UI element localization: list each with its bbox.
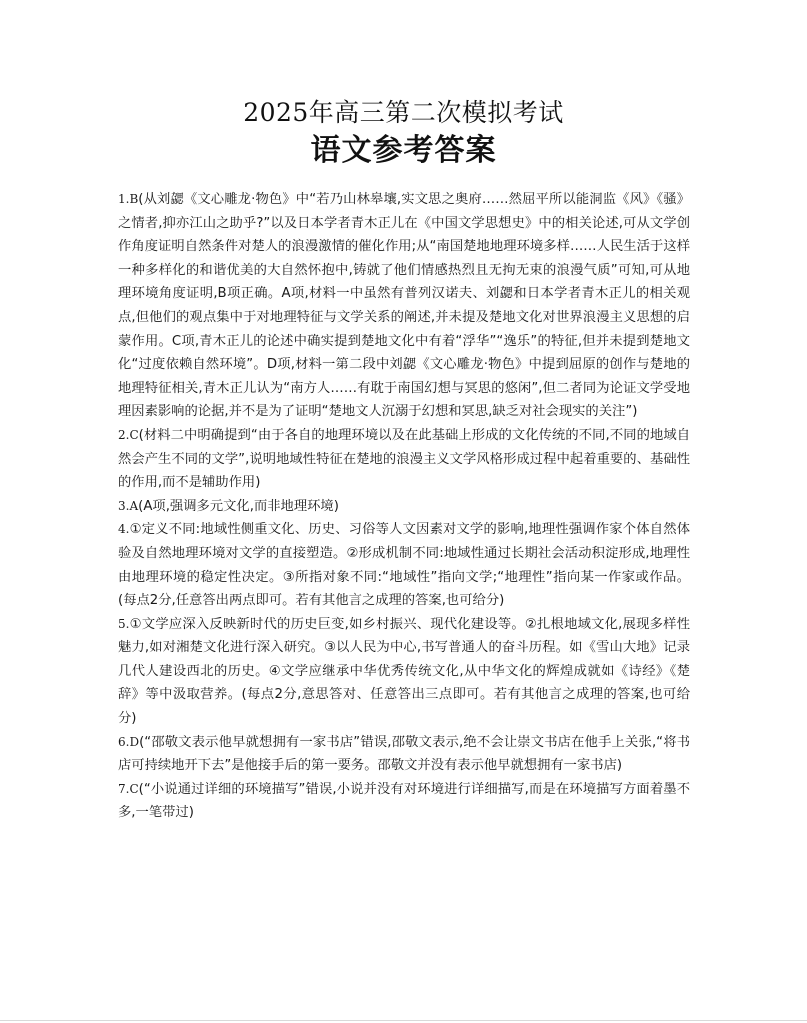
answer-text: (“邵敬文表示他早就想拥有一家书店”错误,邵敬文表示,绝不会让崇文书店在他手上关张,“将书店可持续地开下去”是他接手后的第一要务。邵敬文并没有表示他早就想拥有一家书店): [118, 734, 690, 774]
answer-key-title: 语文参考答案: [310, 133, 497, 168]
answer-number: 5.: [118, 616, 130, 631]
answer-number: 1.B: [118, 192, 139, 206]
title-block: [0, 96, 807, 172]
page-bottom-divider: [0, 1020, 807, 1021]
exam-title: 2025年高三第二次模拟考试: [243, 98, 564, 127]
answer-item-1: [118, 188, 690, 424]
answer-item-5: [118, 613, 690, 731]
answer-item-4: [118, 518, 690, 612]
answer-item-6: [118, 731, 690, 778]
answer-item-3: [118, 495, 690, 519]
answer-number: 2.C: [118, 427, 139, 442]
answer-item-2: [118, 424, 690, 495]
answer-number: 6.D: [118, 734, 140, 749]
answer-number: 7.C: [118, 781, 139, 796]
answer-text: ①文学应深入反映新时代的历史巨变,如乡村振兴、现代化建设等。②扎根地域文化,展现多样性魅力,如对湘楚文化进行深入研究。③以人民为中心,书写普通人的奋斗历程。如《雪山大地》记录几代人建设西北的历史。④文学应继承中华优秀传统文化,从中华文化的辉煌成就如《诗经》《楚辞》等中汲取营养。(每点2分,意思答对、任意答出三点即可。若有其他言之成理的答案,也可给分): [118, 616, 690, 727]
answer-text: ①定义不同:地域性侧重文化、历史、习俗等人文因素对文学的影响,地理性强调作家个体自然体验及自然地理环境对文学的直接塑造。②形成机制不同:地域性通过长期社会活动积淀形成,地理性由地理环境的稳定性决定。③所指对象不同:“地域性”指向文学;“地理性”指向某一作家或作品。(每点2分,任意答出两点即可。若有其他言之成理的答案,也可给分): [118, 522, 690, 609]
answer-text: (A项,强调多元文化,而非地理环境): [138, 498, 339, 514]
answer-text: (材料二中明确提到“由于各自的地理环境以及在此基础上形成的文化传统的不同,不同的地域自然会产生不同的文学”,说明地域性特征在楚地的浪漫主义文学风格形成过程中起着重要的、基础性的作用,而不是辅助作用): [118, 427, 690, 491]
answer-item-7: [118, 778, 690, 825]
answer-text: (“小说通过详细的环境描写”错误,小说并没有对环境进行详细描写,而是在环境描写方面着墨不多,一笔带过): [118, 781, 690, 821]
answer-list: [118, 188, 690, 825]
answer-text: (从刘勰《文心雕龙·物色》中“若乃山林皋壤,实文思之奥府……然屈平所以能洞监《风》《骚》之情者,抑亦江山之助乎?”以及日本学者青木正儿在《中国文学思想史》中的相关论述,可从文学创作角度证明自然条件对楚人的浪漫激情的催化作用;从“南国楚地地理环境多样……人民生活于这样一种多样化的和谐优美的大自然怀抱中,铸就了他们情感热烈且无拘无束的浪漫气质”可知,可从地理环境角度证明,B项正确。A项,材料一中虽然有普列汉诺夫、刘勰和日本学者青木正儿的相关观点,但他们的观点集中于对地理特征与文学关系的阐述,并未提及楚地文化对世界浪漫主义思想的启蒙作用。C项,青木正儿的论述中确实提到楚地文化中有着“浮华”“逸乐”的特征,但并未提到楚地文化“过度依赖自然环境”。D项,材料一第二段中刘勰《文心雕龙·物色》中提到屈原的创作与楚地的地理特征相关,青木正儿认为“南方人……有耽于南国幻想与冥思的悠闲”,但二者同为论证文学受地理因素影响的论据,并不是为了证明“楚地文人沉溺于幻想和冥思,缺乏对社会现实的关注”): [118, 192, 690, 420]
answer-number: 4.: [118, 522, 130, 537]
answer-number: 3.A: [118, 498, 139, 513]
